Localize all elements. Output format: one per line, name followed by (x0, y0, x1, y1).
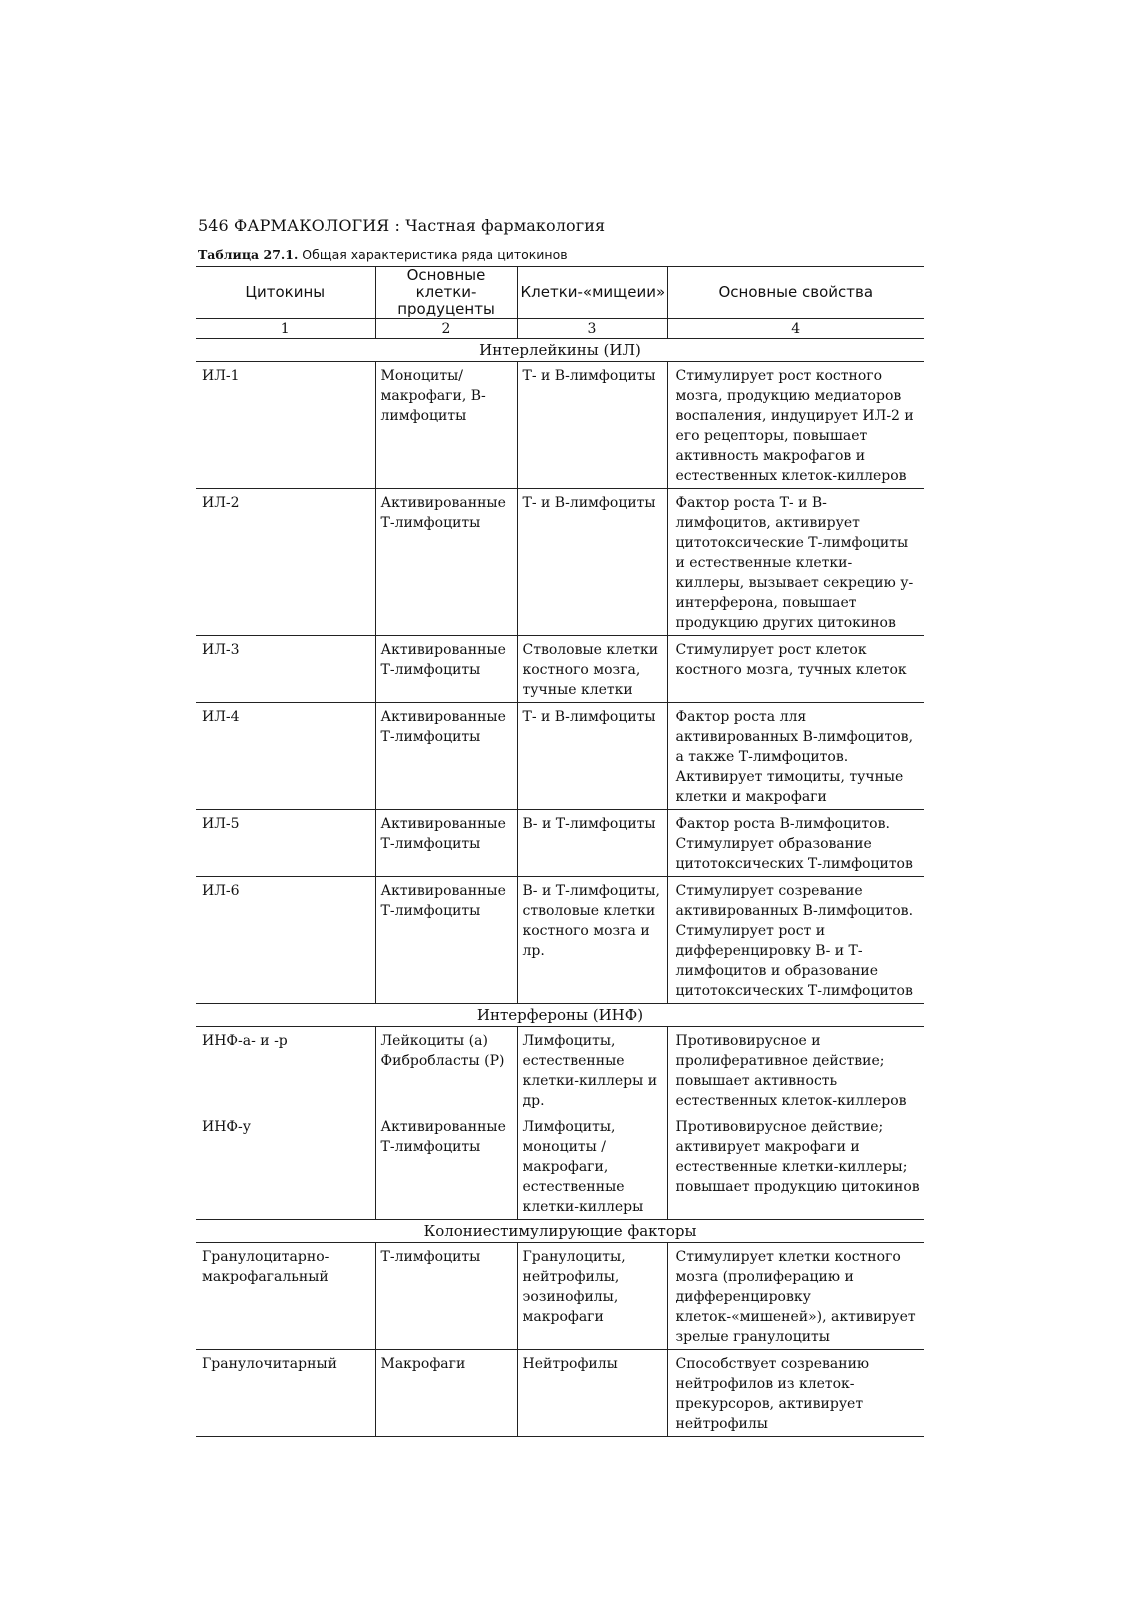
section-row (196, 1004, 924, 1027)
column-number-row (196, 319, 924, 339)
cell-targets: В- и Т-лимфоциты (517, 810, 667, 877)
cell-cytokine: ИНФ-а- и -р (202, 1033, 288, 1049)
cell-cytokine: Гранулочитарный (196, 1350, 375, 1437)
cell-targets: Т- и В-лимфоциты (517, 489, 667, 636)
cell-properties: Фактор роста лля активированных В-лимфоцитов, а также Т-лимфоцитов. Активирует тимоциты, тучные клетки и макрофаги (667, 703, 924, 810)
cell-targets: Гранулоциты, нейтрофилы, эозинофилы, макрофаги (517, 1243, 667, 1350)
table-row (196, 1243, 924, 1350)
cell-producers: Активированные Т-лимфоциты (375, 703, 517, 810)
cell-cytokine: ИЛ-2 (196, 489, 375, 636)
table-row (196, 362, 924, 489)
cell-targets: Т- и В-лимфоциты (517, 703, 667, 810)
cell-properties: Фактор роста Т- и В-лимфоцитов, активирует цитотоксические Т-лимфоциты и естественные клетки-киллеры, вызывает секрецию у-интерферона, повышает продукцию других цитокинов (667, 489, 924, 636)
cell-producers: Макрофаги (375, 1350, 517, 1437)
section-title-interferons: Интерфероны (ИНФ) (196, 1004, 924, 1027)
cell-properties: Стимулирует рост костного мозга, продукцию медиаторов воспаления, индуцирует ИЛ-2 и его рецепторы, повышает активность макрофагов и естественных клеток-киллеров (667, 362, 924, 489)
running-header: 546 ФАРМАКОЛОГИЯ : Частная фармакология (198, 216, 606, 235)
cell-properties: Способствует созреванию нейтрофилов из клеток-прекурсоров, активирует нейтрофилы (667, 1350, 924, 1437)
cell-producers: Активированные Т-лимфоциты (375, 489, 517, 636)
table-row (196, 703, 924, 810)
column-number: 4 (667, 319, 924, 339)
cell-producers: Моноциты/макрофаги, В-лимфоциты (375, 362, 517, 489)
column-header-targets: Клетки-«мищеии» (517, 267, 667, 319)
table-header-row (196, 267, 924, 319)
table-caption (198, 247, 568, 262)
column-number: 2 (375, 319, 517, 339)
cell-cytokine: Гранулоцитарно-макрофагальный (196, 1243, 375, 1350)
cell-targets: Лимфоциты, естественные клетки-киллеры и др. (517, 1027, 667, 1114)
column-header-producers: Основные клетки-продуценты (375, 267, 517, 319)
table-row (196, 1350, 924, 1437)
cell-targets: Т- и В-лимфоциты (517, 362, 667, 489)
column-header-properties: Основные свойства (667, 267, 924, 319)
cell-cytokine: ИЛ-4 (196, 703, 375, 810)
section-row (196, 1220, 924, 1243)
cell-cytokine: ИНФ-у (196, 1113, 375, 1220)
table-caption-text: Общая характеристика ряда цитокинов (302, 247, 568, 262)
cell-cytokine: ИЛ-5 (196, 810, 375, 877)
cell-properties: Противовирусное действие; активирует макрофаги и естественные клетки-киллеры; повышает продукцию цитокинов (667, 1113, 924, 1220)
cell-properties: Стимулирует рост клеток костного мозга, тучных клеток (667, 636, 924, 703)
table-row (196, 877, 924, 1004)
column-number: 1 (196, 319, 375, 339)
table-row (196, 810, 924, 877)
column-header-cytokines: Цитокины (196, 267, 375, 319)
table-caption-label: Таблица 27.1. (198, 247, 299, 262)
table-row (196, 489, 924, 636)
cell-producers: Активированные Т-лимфоциты (375, 1113, 517, 1220)
table-row (196, 1113, 924, 1220)
section-title-csf: Колониестимулирующие факторы (196, 1220, 924, 1243)
cell-targets: Лимфоциты, моноциты /макрофаги, естественные клетки-киллеры (517, 1113, 667, 1220)
cell-cytokine: ИЛ-3 (196, 636, 375, 703)
cell-producers: Активированные Т-лимфоциты (375, 810, 517, 877)
cell-producers: Активированные Т-лимфоциты (375, 877, 517, 1004)
table-row (196, 636, 924, 703)
cytokine-table (196, 266, 924, 1437)
cell-properties: Стимулирует созревание активированных В-лимфоцитов. Стимулирует рост и дифференцировку В- и Т-лимфоцитов и образование цитотоксических Т-лимфоцитов (667, 877, 924, 1004)
cell-targets: Стволовые клетки костного мозга, тучные клетки (517, 636, 667, 703)
section-row (196, 339, 924, 362)
section-title-interleukins: Интерлейкины (ИЛ) (196, 339, 924, 362)
cell-producers: Лейкоциты (а) Фибробласты (Р) (375, 1027, 517, 1114)
cell-producers: Активированные Т-лимфоциты (375, 636, 517, 703)
cell-cytokine: ИЛ-6 (196, 877, 375, 1004)
cell-targets: В- и Т-лимфоциты, стволовые клетки костного мозга и лр. (517, 877, 667, 1004)
cell-producers: Т-лимфоциты (375, 1243, 517, 1350)
table-row (196, 1027, 924, 1114)
cell-cytokine: ИЛ-1 (196, 362, 375, 489)
cell-properties: Стимулирует клетки костного мозга (пролиферацию и дифференцировку клеток-«мишеней»), активирует зрелые гранулоциты (667, 1243, 924, 1350)
cell-properties: Противовирусное и пролиферативное действие; повышает активность естественных клеток-киллеров (667, 1027, 924, 1114)
cell-targets: Нейтрофилы (517, 1350, 667, 1437)
cell-properties: Фактор роста В-лимфоцитов. Стимулирует образование цитотоксических Т-лимфоцитов (667, 810, 924, 877)
column-number: 3 (517, 319, 667, 339)
